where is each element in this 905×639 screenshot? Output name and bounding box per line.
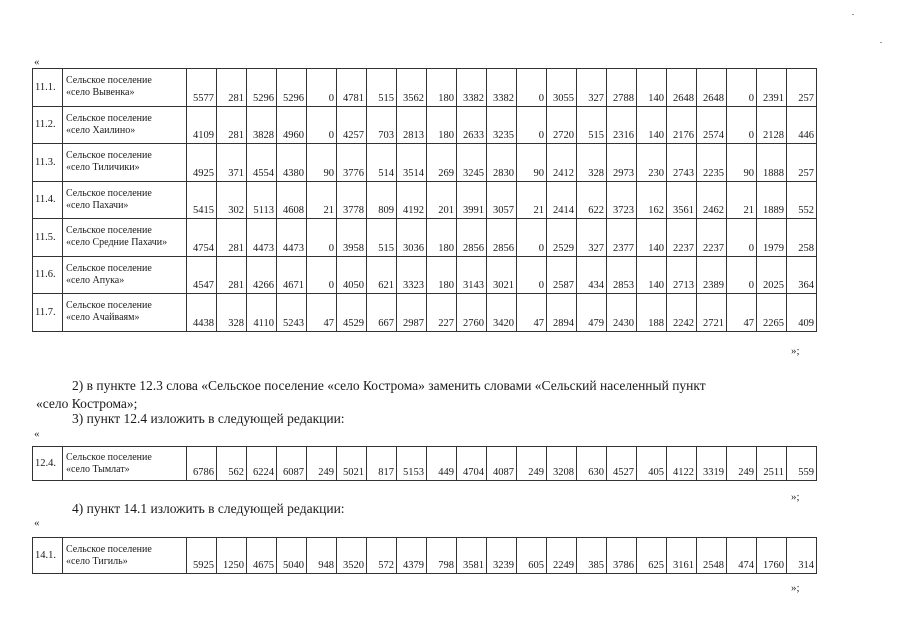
value-cell: 4473 [247, 219, 277, 257]
value-cell: 257 [787, 144, 817, 182]
value-cell: 2237 [667, 219, 697, 257]
value-cell: 0 [307, 69, 337, 107]
value-cell: 2237 [697, 219, 727, 257]
value-cell: 385 [577, 538, 607, 574]
page-mark-top-right [852, 14, 854, 15]
value-cell: 798 [427, 538, 457, 574]
value-cell: 21 [517, 181, 547, 219]
settlement-name [63, 144, 187, 182]
settlement-name [63, 219, 187, 257]
value-cell: 2713 [667, 256, 697, 294]
row-index: 12.4. [33, 447, 63, 481]
value-cell: 2235 [697, 144, 727, 182]
value-cell: 2894 [547, 294, 577, 332]
value-cell: 0 [727, 106, 757, 144]
value-cell: 2648 [667, 69, 697, 107]
value-cell: 2574 [697, 106, 727, 144]
value-cell: 1889 [757, 181, 787, 219]
value-cell: 4110 [247, 294, 277, 332]
value-cell: 0 [517, 219, 547, 257]
settlement-name-line-1: Сельское поселение [66, 543, 152, 555]
value-cell: 4379 [397, 538, 427, 574]
value-cell: 2721 [697, 294, 727, 332]
value-cell: 3235 [487, 106, 517, 144]
value-cell: 281 [217, 256, 247, 294]
value-cell: 3561 [667, 181, 697, 219]
value-cell: 6087 [277, 447, 307, 481]
settlement-name-line-2: «село Пахачи» [66, 199, 129, 211]
value-cell: 4529 [337, 294, 367, 332]
value-cell: 0 [517, 69, 547, 107]
close-quote-3: »; [791, 582, 800, 594]
row-index: 11.3. [33, 144, 63, 182]
value-cell: 3581 [457, 538, 487, 574]
value-cell: 4438 [187, 294, 217, 332]
value-cell: 90 [727, 144, 757, 182]
value-cell: 4257 [337, 106, 367, 144]
value-cell: 621 [367, 256, 397, 294]
value-cell: 5577 [187, 69, 217, 107]
value-cell: 0 [517, 106, 547, 144]
value-cell: 0 [727, 69, 757, 107]
value-cell: 2430 [607, 294, 637, 332]
value-cell: 948 [307, 538, 337, 574]
value-cell: 314 [787, 538, 817, 574]
value-cell: 3382 [487, 69, 517, 107]
value-cell: 4266 [247, 256, 277, 294]
value-cell: 3208 [547, 447, 577, 481]
close-quote-2: »; [791, 491, 800, 503]
value-cell: 5296 [277, 69, 307, 107]
value-cell: 3514 [397, 144, 427, 182]
settlement-name-line-1: Сельское поселение [66, 187, 152, 199]
value-cell: 625 [637, 538, 667, 574]
value-cell: 90 [517, 144, 547, 182]
value-cell: 6786 [187, 447, 217, 481]
settlement-name [63, 256, 187, 294]
value-cell: 3239 [487, 538, 517, 574]
settlement-name-line-2: «село Хаилино» [66, 124, 136, 136]
value-cell: 2973 [607, 144, 637, 182]
value-cell: 180 [427, 69, 457, 107]
value-cell: 2025 [757, 256, 787, 294]
row-index: 11.6. [33, 256, 63, 294]
value-cell: 3723 [607, 181, 637, 219]
value-cell: 162 [637, 181, 667, 219]
value-cell: 2760 [457, 294, 487, 332]
value-cell: 3958 [337, 219, 367, 257]
value-cell: 364 [787, 256, 817, 294]
value-cell: 257 [787, 69, 817, 107]
value-cell: 3420 [487, 294, 517, 332]
value-cell: 249 [307, 447, 337, 481]
value-cell: 47 [307, 294, 337, 332]
settlement-name [63, 447, 187, 481]
value-cell: 3562 [397, 69, 427, 107]
settlement-name-line-2: «село Тигиль» [66, 555, 128, 567]
value-cell: 327 [577, 219, 607, 257]
value-cell: 4925 [187, 144, 217, 182]
table-row [33, 538, 817, 574]
value-cell: 2242 [667, 294, 697, 332]
close-quote-1: »; [791, 345, 800, 357]
value-cell: 2389 [697, 256, 727, 294]
row-index: 11.1. [33, 69, 63, 107]
value-cell: 4554 [247, 144, 277, 182]
value-cell: 0 [307, 106, 337, 144]
value-cell: 3055 [547, 69, 577, 107]
settlement-name [63, 538, 187, 574]
value-cell: 188 [637, 294, 667, 332]
settlement-name [63, 106, 187, 144]
value-cell: 328 [577, 144, 607, 182]
table-row [33, 106, 817, 144]
value-cell: 1979 [757, 219, 787, 257]
settlement-name-line-1: Сельское поселение [66, 451, 152, 463]
value-cell: 559 [787, 447, 817, 481]
value-cell: 2391 [757, 69, 787, 107]
value-cell: 562 [217, 447, 247, 481]
value-cell: 5925 [187, 538, 217, 574]
value-cell: 3323 [397, 256, 427, 294]
value-cell: 515 [577, 106, 607, 144]
value-cell: 3245 [457, 144, 487, 182]
value-cell: 409 [787, 294, 817, 332]
value-cell: 140 [637, 106, 667, 144]
row-index: 14.1. [33, 538, 63, 574]
value-cell: 21 [307, 181, 337, 219]
value-cell: 2265 [757, 294, 787, 332]
value-cell: 249 [727, 447, 757, 481]
value-cell: 572 [367, 538, 397, 574]
value-cell: 2788 [607, 69, 637, 107]
value-cell: 0 [307, 256, 337, 294]
value-cell: 0 [517, 256, 547, 294]
value-cell: 2548 [697, 538, 727, 574]
value-cell: 667 [367, 294, 397, 332]
settlement-name-line-1: Сельское поселение [66, 300, 152, 312]
row-index: 11.5. [33, 219, 63, 257]
value-cell: 3382 [457, 69, 487, 107]
value-cell: 2830 [487, 144, 517, 182]
value-cell: 434 [577, 256, 607, 294]
value-cell: 249 [517, 447, 547, 481]
table-row [33, 294, 817, 332]
value-cell: 5040 [277, 538, 307, 574]
value-cell: 5113 [247, 181, 277, 219]
settlement-name-line-1: Сельское поселение [66, 150, 152, 162]
value-cell: 4192 [397, 181, 427, 219]
value-cell: 3021 [487, 256, 517, 294]
table-row [33, 219, 817, 257]
value-cell: 4109 [187, 106, 217, 144]
value-cell: 281 [217, 219, 247, 257]
value-cell: 258 [787, 219, 817, 257]
value-cell: 515 [367, 219, 397, 257]
settlement-name-line-2: «село Тымлат» [66, 463, 130, 475]
settlement-name [63, 69, 187, 107]
value-cell: 1888 [757, 144, 787, 182]
value-cell: 3778 [337, 181, 367, 219]
value-cell: 5296 [247, 69, 277, 107]
page-mark-right [880, 42, 882, 43]
value-cell: 140 [637, 256, 667, 294]
value-cell: 552 [787, 181, 817, 219]
settlement-name-line-2: «село Апука» [66, 274, 125, 286]
value-cell: 6224 [247, 447, 277, 481]
value-cell: 47 [727, 294, 757, 332]
row-index: 11.7. [33, 294, 63, 332]
table-row [33, 69, 817, 107]
value-cell: 4608 [277, 181, 307, 219]
value-cell: 2813 [397, 106, 427, 144]
value-cell: 281 [217, 69, 247, 107]
table-row [33, 447, 817, 481]
value-cell: 405 [637, 447, 667, 481]
value-cell: 2412 [547, 144, 577, 182]
value-cell: 4473 [277, 219, 307, 257]
settlement-name-line-1: Сельское поселение [66, 225, 152, 237]
value-cell: 327 [577, 69, 607, 107]
value-cell: 2529 [547, 219, 577, 257]
value-cell: 180 [427, 256, 457, 294]
value-cell: 2633 [457, 106, 487, 144]
value-cell: 474 [727, 538, 757, 574]
value-cell: 90 [307, 144, 337, 182]
table-row [33, 256, 817, 294]
paragraph-3: 3) пункт 12.4 изложить в следующей редакции: [72, 411, 345, 426]
settlement-name-line-2: «село Средние Пахачи» [66, 237, 168, 249]
value-cell: 0 [727, 256, 757, 294]
settlement-name-line-2: «село Ачайваям» [66, 312, 140, 324]
value-cell: 3828 [247, 106, 277, 144]
value-cell: 809 [367, 181, 397, 219]
value-cell: 2987 [397, 294, 427, 332]
value-cell: 2316 [607, 106, 637, 144]
value-cell: 479 [577, 294, 607, 332]
value-cell: 140 [637, 219, 667, 257]
settlement-name-line-2: «село Тиличики» [66, 162, 140, 174]
value-cell: 2462 [697, 181, 727, 219]
value-cell: 3776 [337, 144, 367, 182]
value-cell: 2856 [487, 219, 517, 257]
value-cell: 449 [427, 447, 457, 481]
value-cell: 2176 [667, 106, 697, 144]
settlement-name-line-1: Сельское поселение [66, 112, 152, 124]
value-cell: 817 [367, 447, 397, 481]
value-cell: 2414 [547, 181, 577, 219]
settlement-name-line-1: Сельское поселение [66, 75, 152, 87]
open-quote-3: « [34, 517, 40, 529]
value-cell: 446 [787, 106, 817, 144]
value-cell: 4754 [187, 219, 217, 257]
table-row [33, 144, 817, 182]
value-cell: 302 [217, 181, 247, 219]
value-cell: 5415 [187, 181, 217, 219]
value-cell: 0 [727, 219, 757, 257]
value-cell: 3319 [697, 447, 727, 481]
value-cell: 2853 [607, 256, 637, 294]
value-cell: 140 [637, 69, 667, 107]
table-row [33, 181, 817, 219]
value-cell: 3786 [607, 538, 637, 574]
value-cell: 2743 [667, 144, 697, 182]
settlement-name [63, 294, 187, 332]
row-index: 11.2. [33, 106, 63, 144]
value-cell: 3991 [457, 181, 487, 219]
value-cell: 2377 [607, 219, 637, 257]
settlement-name-line-1: Сельское поселение [66, 262, 152, 274]
value-cell: 703 [367, 106, 397, 144]
value-cell: 605 [517, 538, 547, 574]
value-cell: 4960 [277, 106, 307, 144]
value-cell: 2511 [757, 447, 787, 481]
value-cell: 5021 [337, 447, 367, 481]
value-cell: 281 [217, 106, 247, 144]
value-cell: 227 [427, 294, 457, 332]
value-cell: 3036 [397, 219, 427, 257]
value-cell: 269 [427, 144, 457, 182]
value-cell: 1250 [217, 538, 247, 574]
value-cell: 5153 [397, 447, 427, 481]
value-cell: 328 [217, 294, 247, 332]
value-cell: 4122 [667, 447, 697, 481]
value-cell: 371 [217, 144, 247, 182]
value-cell: 4704 [457, 447, 487, 481]
value-cell: 3143 [457, 256, 487, 294]
value-cell: 630 [577, 447, 607, 481]
settlement-table-12-4 [32, 446, 817, 481]
value-cell: 4087 [487, 447, 517, 481]
value-cell: 2720 [547, 106, 577, 144]
value-cell: 47 [517, 294, 547, 332]
value-cell: 201 [427, 181, 457, 219]
value-cell: 2249 [547, 538, 577, 574]
settlement-name-line-2: «село Вывенка» [66, 87, 135, 99]
value-cell: 2856 [457, 219, 487, 257]
value-cell: 4050 [337, 256, 367, 294]
value-cell: 4671 [277, 256, 307, 294]
value-cell: 2587 [547, 256, 577, 294]
value-cell: 515 [367, 69, 397, 107]
open-quote-2: « [34, 428, 40, 440]
value-cell: 4781 [337, 69, 367, 107]
settlements-table-11 [32, 68, 817, 332]
value-cell: 2648 [697, 69, 727, 107]
value-cell: 3520 [337, 538, 367, 574]
value-cell: 180 [427, 106, 457, 144]
value-cell: 180 [427, 219, 457, 257]
value-cell: 514 [367, 144, 397, 182]
value-cell: 3161 [667, 538, 697, 574]
row-index: 11.4. [33, 181, 63, 219]
value-cell: 21 [727, 181, 757, 219]
value-cell: 4547 [187, 256, 217, 294]
value-cell: 230 [637, 144, 667, 182]
value-cell: 4380 [277, 144, 307, 182]
value-cell: 4675 [247, 538, 277, 574]
value-cell: 1760 [757, 538, 787, 574]
paragraph-4: 4) пункт 14.1 изложить в следующей редакции: [72, 501, 345, 516]
settlement-table-14-1 [32, 537, 817, 574]
open-quote-1: « [34, 56, 40, 68]
paragraph-2-line-2: «село Кострома»; [36, 396, 138, 411]
value-cell: 3057 [487, 181, 517, 219]
value-cell: 2128 [757, 106, 787, 144]
value-cell: 4527 [607, 447, 637, 481]
value-cell: 622 [577, 181, 607, 219]
paragraph-2-line-1: 2) в пункте 12.3 слова «Сельское поселение «село Кострома» заменить словами «Сельский населенный пункт [72, 378, 706, 393]
value-cell: 5243 [277, 294, 307, 332]
value-cell: 0 [307, 219, 337, 257]
settlement-name [63, 181, 187, 219]
